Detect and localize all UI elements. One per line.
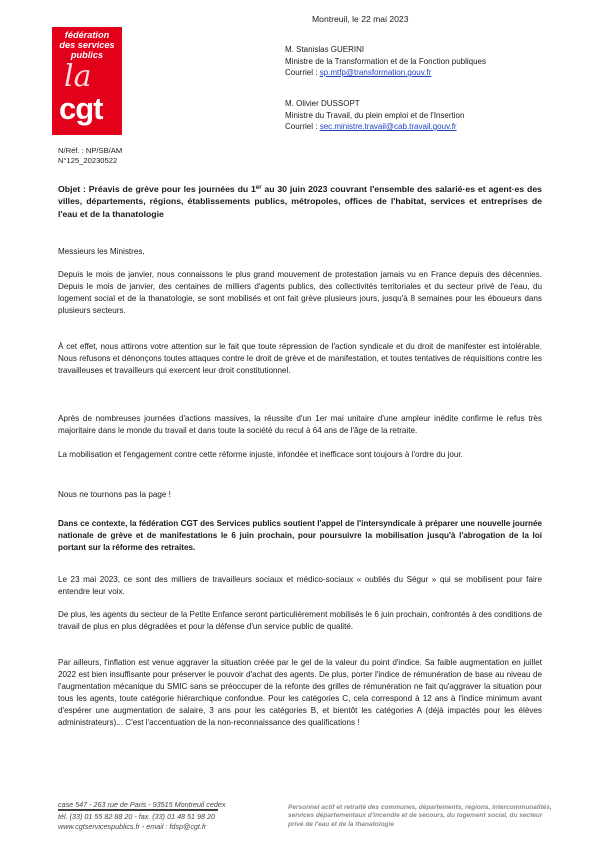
footer-divider — [58, 809, 218, 811]
paragraph-8: De plus, les agents du secteur de la Petite Enfance seront particulièrement mobilisés le 6 juin prochain, confrontés à des conditions de travail de plus en plus dégradées et pour la défense d'un service public de qualité. — [58, 610, 542, 632]
logo-line-3: publics — [70, 50, 104, 60]
subject-heading — [58, 183, 542, 220]
logo-federation-text — [52, 30, 122, 60]
logo-line-2: des services — [59, 40, 115, 50]
logo-la: la — [64, 59, 92, 94]
footer-tagline: Personnel actif et retraité des communes, départements, régions, intercommunalités, services départementaux d'incendie et de secours, du logement social, du secteur privé de l'eau et de la thanatologie — [288, 804, 552, 828]
footer-contact — [58, 800, 225, 831]
recipient-name: M. Stanislas GUERINI — [285, 45, 365, 54]
recipient-email-link[interactable]: sec.ministre.travail@cab.travail.gouv.fr — [319, 122, 457, 131]
paragraph-4: La mobilisation et l'engagement contre cette réforme injuste, infondée et inefficace sont toujours à l'ordre du jour. — [58, 450, 463, 459]
paragraph-2: À cet effet, nous attirons votre attention sur le fait que toute répression de l'action syndicale et du droit de manifester est intolérable. Nous refusons et dénonçons toutes attaques contre le droit de grève et de manifestation, et toutes tentatives de réquisitions contre les travailleuses et travailleurs qui exercent leur droit constitutionnel. — [58, 342, 542, 376]
paragraph-1: Depuis le mois de janvier, nous connaissons le plus grand mouvement de protestation jamais vu en France depuis des décennies. Depuis le mois de janvier, des centaines de milliers d'agents publics, des collectivités territoriales et du secteur privé de l'eau, du logement social et de la thanatologie, se sont mobilisés et ont fait grève plusieurs jours, jusqu'à 8 semaines pour les éboueurs dans plusieurs secteurs. — [58, 270, 542, 316]
paragraph-3: Après de nombreuses journées d'actions massives, la réussite d'un 1er mai unitaire d'une ampleur inédite confirme le refus très majoritaire dans le monde du travail et dans toute la société du recul à 64 ans de l'âge de la retraite. — [58, 414, 542, 436]
recipient-title: Ministre du Travail, du plein emploi et de l'Insertion — [285, 110, 465, 120]
logo-cgt: cgt — [59, 91, 103, 126]
reference-line-1: N/Réf. : NP/SB/AM — [58, 146, 123, 155]
subject-part-2: au 30 juin 2023 couvrant l'ensemble des salarié·es et agent·es des villes, départements, régions, établissements publics, métropoles, offices de l'habitat, services et entreprises de l'eau et de la thanatologie — [58, 184, 542, 219]
paragraph-9: Par ailleurs, l'inflation est venue aggraver la situation créée par le gel de la valeur du point d'indice. Sa faible augmentation en juillet 2022 est bien insuffisante pour préserver le pouvoir d'achat des agents. De plus, porter l'indice de rémunération de base au niveau de l'augmentation mécanique du SMIC sans se préoccuper de la refonte des grilles de rémunération ne fait qu'aggraver la situation pour tous les agents, toute catégorie hiérarchique confondue. Pour les catégories C, cela correspond à 12 ans à l'indice minimum avant d'espérer une augmentation de salaire, 3 ans pour les catégories B, et bientôt les catégories A (déjà impactés pour les élèves administrateurs)... C'est l'accentuation de la non-reconnaissance des qualifications ! — [58, 658, 542, 728]
recipient-email-line — [285, 121, 464, 133]
salutation: Messieurs les Ministres, — [58, 247, 145, 256]
recipient-email-line — [285, 67, 486, 79]
recipient-title: Ministre de la Transformation et de la Fonction publiques — [285, 56, 486, 66]
courriel-label: Courriel : — [285, 122, 320, 131]
recipient-email-link[interactable]: sp.mtfp@transformation.gouv.fr — [319, 68, 432, 77]
reference-line-2: N°125_20230522 — [58, 156, 118, 165]
recipient-block-1 — [285, 44, 486, 79]
subject-part-1: Objet : Préavis de grève pour les journées du 1 — [58, 184, 256, 194]
recipient-name: M. Olivier DUSSOPT — [285, 99, 360, 108]
courriel-label: Courriel : — [285, 68, 320, 77]
subject-superscript: er — [255, 185, 262, 191]
reference-block — [58, 146, 122, 166]
place-date: Montreuil, le 22 mai 2023 — [312, 14, 409, 24]
footer-phone: tél. (33) 01 55 82 88 20 - fax. (33) 01 48 51 98 20 — [58, 812, 216, 822]
cgt-logo — [52, 27, 122, 135]
paragraph-5: Nous ne tournons pas la page ! — [58, 490, 171, 499]
footer-web[interactable]: www.cgtservicespublics.fr - email : fdsp@cgt.fr — [58, 821, 207, 831]
paragraph-6-bold: Dans ce contexte, la fédération CGT des Services publics soutient l'appel de l'intersyndicale à préparer une nouvelle journée nationale de grève et de manifestations le 6 juin prochain, pour poursuivre la mobilisation jusqu'à l'abrogation de la loi portant sur la réforme des retraites. — [58, 519, 542, 553]
logo-line-1: fédération — [64, 30, 110, 40]
paragraph-7: Le 23 mai 2023, ce sont des milliers de travailleurs sociaux et médico-sociaux « oubliés du Ségur » qui se mobilisent pour faire entendre leur voix. — [58, 575, 542, 597]
footer-address: case 547 - 263 rue de Paris - 93515 Montreuil cedex — [58, 800, 226, 809]
recipient-block-2 — [285, 98, 464, 133]
